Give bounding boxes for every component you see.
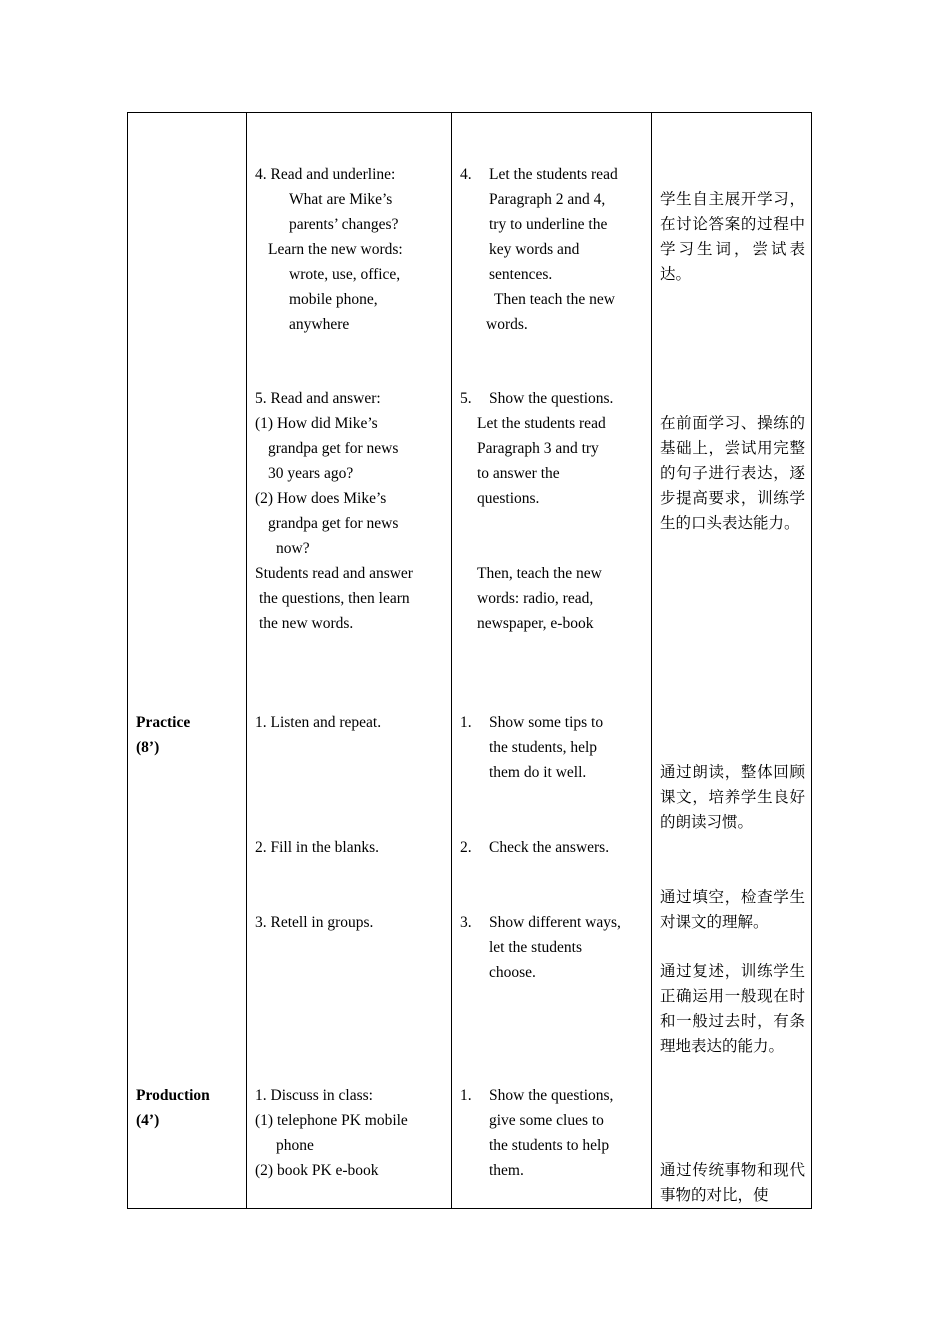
teacher-practice-1-text: Show some tips to: [489, 714, 604, 731]
student-step-5-text: now?: [276, 540, 310, 557]
student-practice-1: 1. Listen and repeat.: [255, 714, 382, 731]
design-note: 学生自主展开学习，在讨论答案的过程中学习生词，尝试表达。: [660, 190, 805, 283]
student-production-text: phone: [276, 1137, 314, 1154]
teacher-step-4-text: Paragraph 2 and 4,: [489, 191, 606, 208]
student-step-5-text: the new words.: [259, 615, 354, 632]
teacher-step-5-text: questions.: [477, 490, 540, 507]
teacher-step-4-text: sentences.: [489, 266, 553, 283]
teacher-production-number: 1.: [460, 1087, 472, 1104]
teacher-practice-2-number: 2.: [460, 839, 472, 856]
student-step-4-text: What are Mike’s: [289, 191, 393, 208]
student-production-text: (2) book PK e-book: [255, 1162, 379, 1179]
student-step-5-text: grandpa get for news: [268, 515, 399, 532]
teacher-step-4-text: words.: [486, 316, 528, 333]
teacher-step-4-text: key words and: [489, 241, 580, 258]
teacher-step-5-text: newspaper, e-book: [477, 615, 594, 632]
student-step-4-text: wrote, use, office,: [289, 266, 401, 283]
teacher-practice-2-text: Check the answers.: [489, 839, 610, 856]
stage-label-practice: Practice: [136, 714, 191, 731]
column-divider: [246, 113, 247, 1208]
design-note: 通过填空，检查学生对课文的理解。: [660, 888, 805, 931]
teacher-step-5-text: to answer the: [477, 465, 560, 482]
stage-time-practice: (8’): [136, 739, 160, 756]
student-step-5-text: 30 years ago?: [268, 465, 354, 482]
design-note: 在前面学习、操练的基础上，尝试用完整的句子进行表达，逐步提高要求，训练学生的口头表达能力。: [660, 414, 805, 532]
student-production-title: 1. Discuss in class:: [255, 1087, 373, 1104]
design-note: 通过传统事物和现代事物的对比，使: [660, 1161, 805, 1204]
student-step-5-title: 5. Read and answer:: [255, 390, 381, 407]
student-step-5-text: grandpa get for news: [268, 440, 399, 457]
column-divider: [451, 113, 452, 1208]
teacher-production-text: give some clues to: [489, 1112, 604, 1129]
teacher-step-5-text: words: radio, read,: [477, 590, 594, 607]
column-divider: [651, 113, 652, 1208]
student-step-4-text: anywhere: [289, 316, 350, 333]
teacher-practice-1-text: the students, help: [489, 739, 598, 756]
student-step-4-text: mobile phone,: [289, 291, 378, 308]
student-step-5-text: the questions, then learn: [259, 590, 410, 607]
teacher-step-5-number: 5.: [460, 390, 472, 407]
student-practice-2: 2. Fill in the blanks.: [255, 839, 379, 856]
teacher-practice-3-text: Show different ways,: [489, 914, 621, 931]
stage-label-production: Production: [136, 1087, 210, 1104]
teacher-production-text: them.: [489, 1162, 524, 1179]
student-step-4-text: parents’ changes?: [289, 216, 399, 233]
stage-time-production: (4’): [136, 1112, 160, 1129]
teacher-step-4-text: Then teach the new: [494, 291, 615, 308]
student-step-5-text: (2) How does Mike’s: [255, 490, 387, 507]
student-practice-3: 3. Retell in groups.: [255, 914, 374, 931]
teacher-practice-3-text: let the students: [489, 939, 582, 956]
teacher-step-4-text: try to underline the: [489, 216, 608, 233]
design-note: 通过朗读，整体回顾课文，培养学生良好的朗读习惯。: [660, 763, 805, 831]
teacher-step-4-number: 4.: [460, 166, 472, 183]
teacher-practice-3-number: 3.: [460, 914, 472, 931]
design-note: 通过复述，训练学生正确运用一般现在时和一般过去时，有条理地表达的能力。: [660, 962, 805, 1055]
teacher-production-text: the students to help: [489, 1137, 610, 1154]
student-step-4-text: Learn the new words:: [268, 241, 403, 258]
student-step-4-title: 4. Read and underline:: [255, 166, 396, 183]
teacher-step-5-text: Then, teach the new: [477, 565, 602, 582]
teacher-step-5-text: Paragraph 3 and try: [477, 440, 599, 457]
student-step-5-text: (1) How did Mike’s: [255, 415, 378, 432]
teacher-practice-1-number: 1.: [460, 714, 472, 731]
teacher-step-5-text: Let the students read: [477, 415, 606, 432]
teacher-step-4-text: Let the students read: [489, 166, 618, 183]
teacher-practice-3-text: choose.: [489, 964, 536, 981]
teacher-step-5-text: Show the questions.: [489, 390, 614, 407]
teacher-production-text: Show the questions,: [489, 1087, 614, 1104]
teacher-practice-1-text: them do it well.: [489, 764, 587, 781]
student-step-5-text: Students read and answer: [255, 565, 413, 582]
student-production-text: (1) telephone PK mobile: [255, 1112, 408, 1129]
